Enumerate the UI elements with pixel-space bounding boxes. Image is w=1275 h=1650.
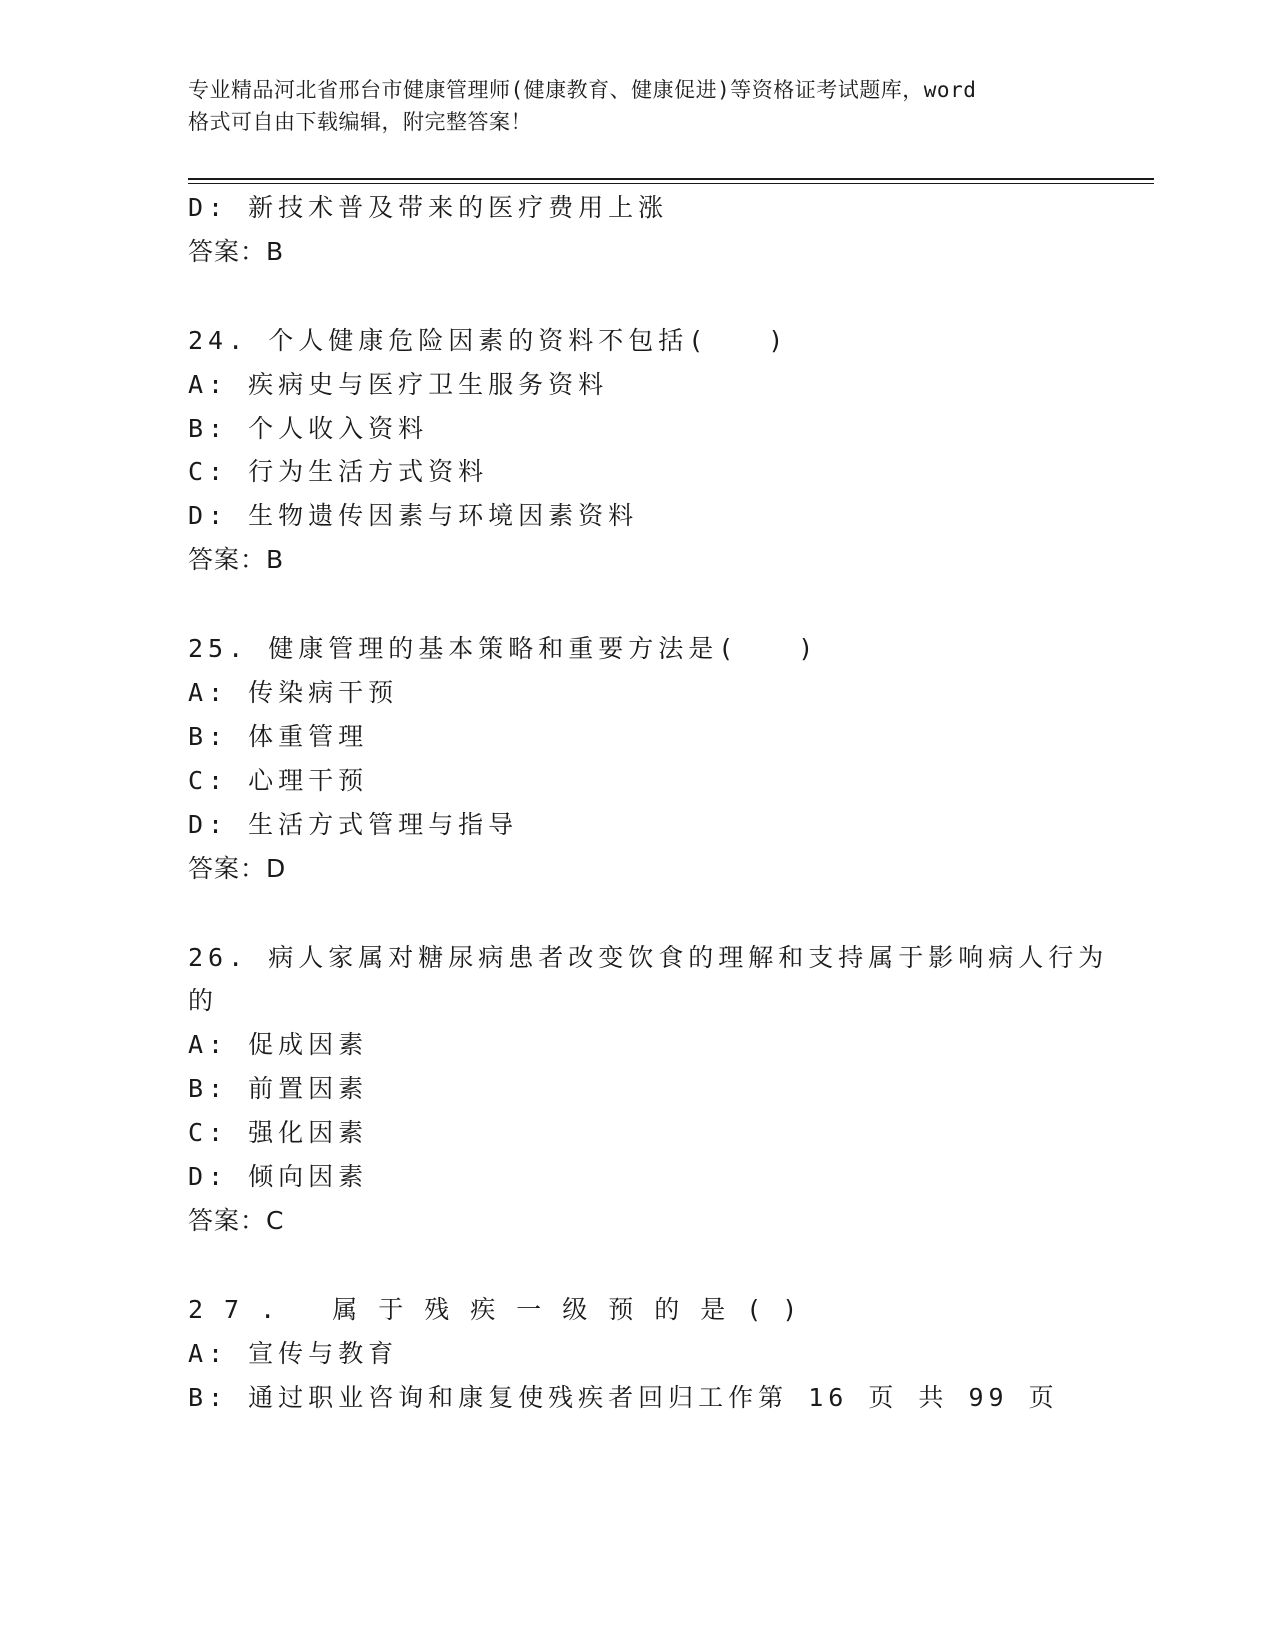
- q27-option-b: B: 通过职业咨询和康复使残疾者回归工作: [188, 1383, 759, 1412]
- q24-question: 24. 个人健康危险因素的资料不包括( ): [188, 326, 789, 355]
- header-line-1: 专业精品河北省邢台市健康管理师(健康教育、健康促进)等资格证考试题库，word: [188, 78, 977, 102]
- q26-option-c: C: 强化因素: [188, 1118, 369, 1147]
- q27-option-a: A: 宣传与教育: [188, 1339, 399, 1368]
- q23-option-d: D: 新技术普及带来的医疗费用上涨: [188, 193, 669, 222]
- q25-question: 25. 健康管理的基本策略和重要方法是( ): [188, 634, 819, 663]
- q23-answer: 答案：B: [188, 237, 285, 266]
- q25-option-d: D: 生活方式管理与指导: [188, 810, 519, 839]
- q25-option-c: C: 心理干预: [188, 766, 369, 795]
- q25-answer: 答案：D: [188, 854, 287, 883]
- page-number: 第 16 页 共 99 页: [758, 1383, 1059, 1412]
- document-header: [188, 74, 1088, 138]
- q27-question: 27. 属于残疾一级预的是(): [188, 1295, 819, 1324]
- header-rule-thick: [188, 178, 1154, 180]
- q24-option-b: B: 个人收入资料: [188, 414, 429, 443]
- q26-answer: 答案：C: [188, 1206, 285, 1235]
- q24-option-c: C: 行为生活方式资料: [188, 457, 489, 486]
- q25-option-a: A: 传染病干预: [188, 678, 399, 707]
- q26-option-b: B: 前置因素: [188, 1074, 369, 1103]
- q27-option-b-line: [188, 1382, 1059, 1414]
- q26-option-d: D: 倾向因素: [188, 1162, 369, 1191]
- q26-option-a: A: 促成因素: [188, 1030, 369, 1059]
- header-rule-thin: [188, 183, 1154, 184]
- header-line-2: 格式可自由下载编辑，附完整答案！: [188, 110, 532, 134]
- q24-answer: 答案：B: [188, 545, 285, 574]
- q24-option-d: D: 生物遗传因素与环境因素资料: [188, 501, 639, 530]
- q26-question-line-1: 26. 病人家属对糖尿病患者改变饮食的理解和支持属于影响病人行为: [188, 943, 1109, 972]
- q26-question-line-2: 的: [188, 986, 219, 1015]
- q25-option-b: B: 体重管理: [188, 722, 369, 751]
- q24-option-a: A: 疾病史与医疗卫生服务资料: [188, 370, 609, 399]
